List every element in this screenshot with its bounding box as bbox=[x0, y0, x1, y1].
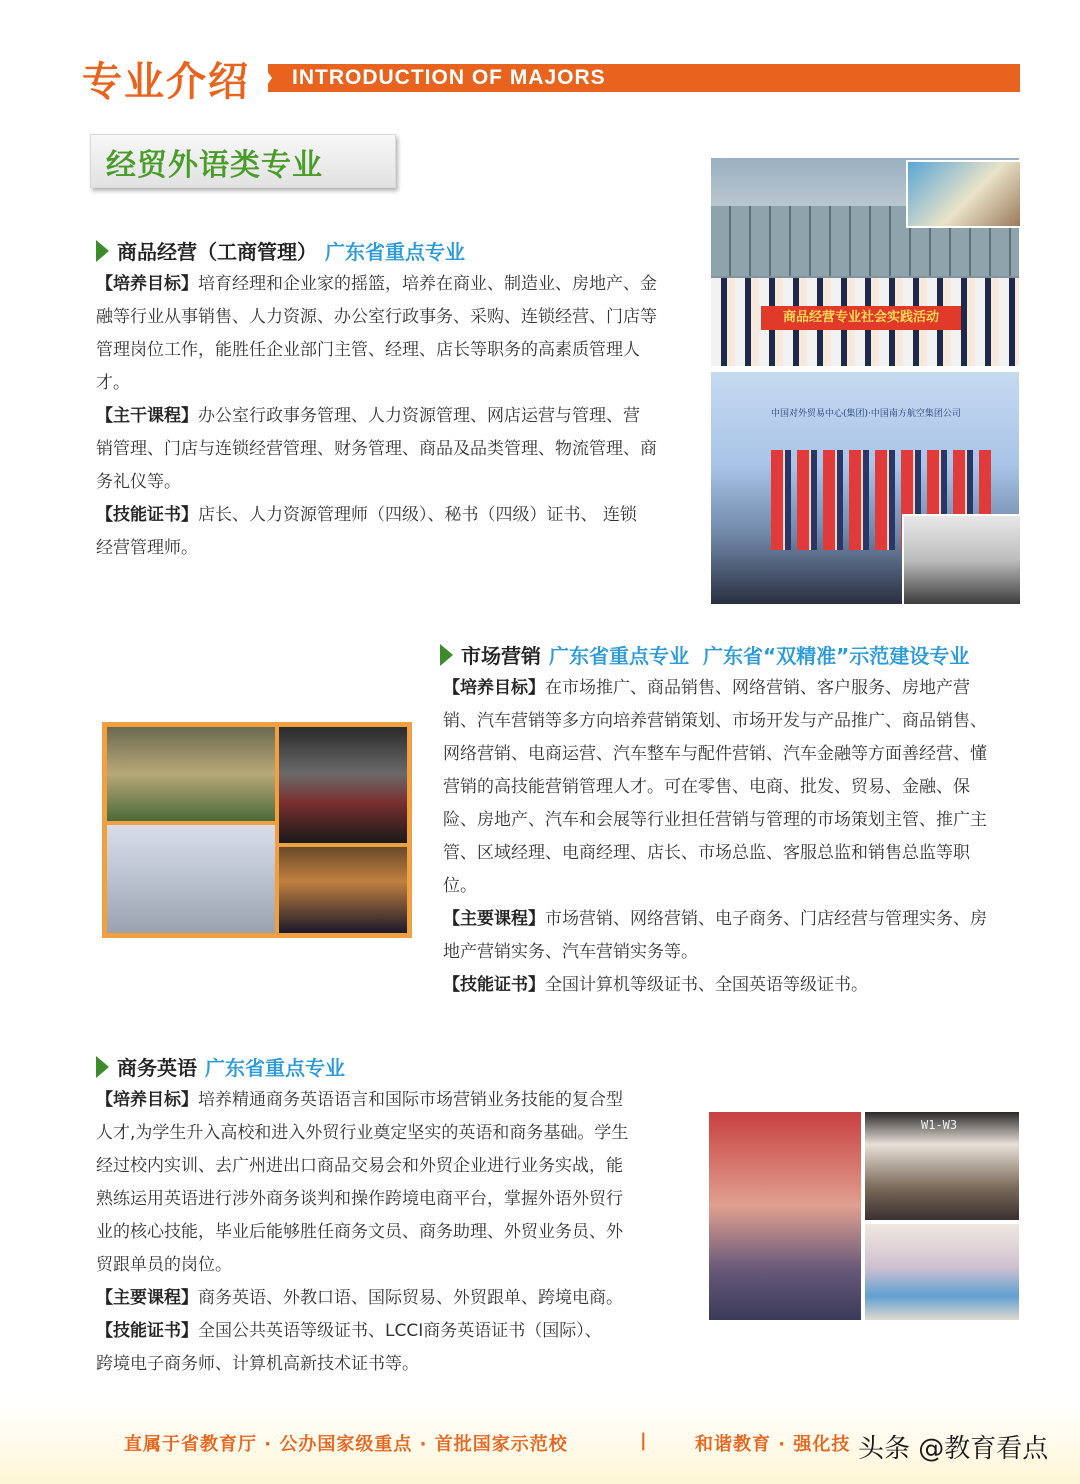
course-line: 销管理、门店与连锁经营管理、财务管理、商品及品类管理、物流管理、商 bbox=[96, 439, 657, 459]
goal-line: 融等行业从事销售、人力资源、办公室行政事务、采购、连锁经营、门店等 bbox=[96, 307, 657, 327]
page-subtitle: INTRODUCTION OF MAJORS bbox=[292, 66, 606, 89]
goal-line: 贸跟单员的岗位。 bbox=[96, 1255, 232, 1275]
cert-line: 跨境电子商务师、计算机高新技术证书等。 bbox=[96, 1354, 419, 1374]
header-bar-notch bbox=[262, 64, 272, 92]
cert-label: 【技能证书】 bbox=[443, 975, 545, 995]
major-body-english bbox=[96, 1084, 696, 1381]
triangle-bullet-icon bbox=[440, 644, 453, 666]
goal-line: 才。 bbox=[96, 373, 130, 393]
goal-line: 经过校内实训、去广州进出口商品交易会和外贸企业进行业务实战，能 bbox=[96, 1156, 623, 1176]
goal-line: 业的核心技能，毕业后能够胜任商务文员、商务助理、外贸业务员、外 bbox=[96, 1222, 623, 1242]
course-label: 【主要课程】 bbox=[96, 1288, 198, 1308]
major-name: 市场营销 bbox=[461, 644, 541, 668]
major-name: 商品经营（工商管理） bbox=[117, 240, 317, 264]
goal-line: 营销的高技能营销管理人才。可在零售、电商、批发、贸易、金融、保 bbox=[443, 777, 970, 797]
page-title: 专业介绍 bbox=[82, 59, 250, 105]
goal-label: 【培养目标】 bbox=[96, 274, 198, 294]
goal-line: 险、房地产、汽车和会展等行业担任营销与管理的市场策划主管、推广主 bbox=[443, 810, 987, 830]
photo-real-estate-model bbox=[107, 727, 275, 821]
major-tag: 广东省重点专业 bbox=[325, 240, 465, 264]
goal-line: 网络营销、电商运营、汽车整车与配件营销、汽车金融等方面善经营、懂 bbox=[443, 744, 987, 764]
photo-caption: 中国对外贸易中心(集团)·中国南方航空集团公司 bbox=[771, 409, 961, 419]
cert-line: 【技能证书】全国公共英语等级证书、LCCI商务英语证书（国际）、 bbox=[96, 1321, 602, 1341]
goal-line: 管、区域经理、电商经理、店长、市场总监、客服总监和销售总监等职 bbox=[443, 843, 970, 863]
footer-divider: | bbox=[640, 1430, 648, 1451]
photo-marketing-collage bbox=[102, 722, 412, 938]
goal-label: 【培养目标】 bbox=[443, 678, 545, 698]
major-body-marketing bbox=[443, 672, 1043, 1002]
photo-inset-classroom bbox=[902, 514, 1022, 606]
footer-right-slogan: 和谐教育 · 强化技 bbox=[695, 1434, 851, 1455]
triangle-bullet-icon bbox=[96, 1056, 109, 1078]
photo-sales-team bbox=[279, 847, 407, 933]
goal-line: 管理岗位工作，能胜任企业部门主管、经理、店长等职务的高素质管理人 bbox=[96, 340, 640, 360]
goal-line: 人才,为学生升入高校和进入外贸行业奠定坚实的英语和商务基础。学生 bbox=[96, 1123, 629, 1143]
goal-line: 销、汽车营销等多方向培养营销策划、市场开发与产品推广、商品销售、 bbox=[443, 711, 987, 731]
goal-line: 熟练运用英语进行涉外商务谈判和操作跨境电商平台，掌握外语外贸行 bbox=[96, 1189, 623, 1209]
course-line: 【主要课程】商务英语、外教口语、国际贸易、外贸跟单、跨境电商。 bbox=[96, 1288, 623, 1308]
photo-sign: W1-W3 bbox=[921, 1118, 958, 1132]
major-tag: 广东省重点专业 bbox=[205, 1056, 345, 1080]
major-heading-commerce bbox=[96, 236, 465, 265]
course-line: 务礼仪等。 bbox=[96, 472, 181, 492]
major-body-commerce bbox=[96, 268, 711, 565]
photo-inset-outdoor bbox=[906, 160, 1022, 228]
major-name: 商务英语 bbox=[117, 1056, 197, 1080]
cert-line: 【技能证书】店长、人力资源管理师（四级）、秘书（四级）证书、 连锁 bbox=[96, 505, 637, 525]
photo-fashion-show bbox=[107, 825, 275, 933]
goal-label: 【培养目标】 bbox=[96, 1090, 198, 1110]
major-tag-secondary: 广东省“双精准”示范建设专业 bbox=[703, 644, 970, 668]
goal-line: 【培养目标】培育经理和企业家的摇篮，培养在商业、制造业、房地产、金 bbox=[96, 274, 657, 294]
cert-line: 经营管理师。 bbox=[96, 538, 198, 558]
goal-line: 位。 bbox=[443, 876, 477, 896]
photo-car-show bbox=[279, 727, 407, 843]
watermark: 头条 @教育看点 bbox=[858, 1434, 1049, 1464]
course-line: 【主干课程】办公室行政事务管理、人力资源管理、网店运营与管理、营 bbox=[96, 406, 640, 426]
triangle-bullet-icon bbox=[96, 240, 109, 262]
photo-banner: 商品经营专业社会实践活动 bbox=[761, 306, 961, 330]
course-line: 【主要课程】市场营销、网络营销、电子商务、门店经营与管理实务、房 bbox=[443, 909, 987, 929]
major-heading-marketing bbox=[440, 640, 969, 669]
category-title: 经贸外语类专业 bbox=[106, 148, 323, 183]
course-label: 【主干课程】 bbox=[96, 406, 198, 426]
cert-line: 【技能证书】全国计算机等级证书、全国英语等级证书。 bbox=[443, 975, 868, 995]
photo-canton-fair-group bbox=[865, 1112, 1019, 1220]
major-heading-english bbox=[96, 1052, 345, 1081]
course-line: 地产营销实务、汽车营销实务等。 bbox=[443, 942, 698, 962]
goal-line: 【培养目标】培养精通商务英语语言和国际市场营销业务技能的复合型 bbox=[96, 1090, 623, 1110]
photo-trade-fair bbox=[709, 1112, 861, 1320]
major-tag: 广东省重点专业 bbox=[549, 644, 689, 668]
footer-left-slogan: 直属于省教育厅 · 公办国家级重点 · 首批国家示范校 bbox=[124, 1434, 568, 1455]
photo-english-collage bbox=[709, 1112, 1019, 1320]
photo-class-group bbox=[865, 1224, 1019, 1320]
cert-label: 【技能证书】 bbox=[96, 1321, 198, 1341]
course-label: 【主要课程】 bbox=[443, 909, 545, 929]
goal-line: 【培养目标】在市场推广、商品销售、网络营销、客户服务、房地产营 bbox=[443, 678, 970, 698]
cert-label: 【技能证书】 bbox=[96, 505, 198, 525]
